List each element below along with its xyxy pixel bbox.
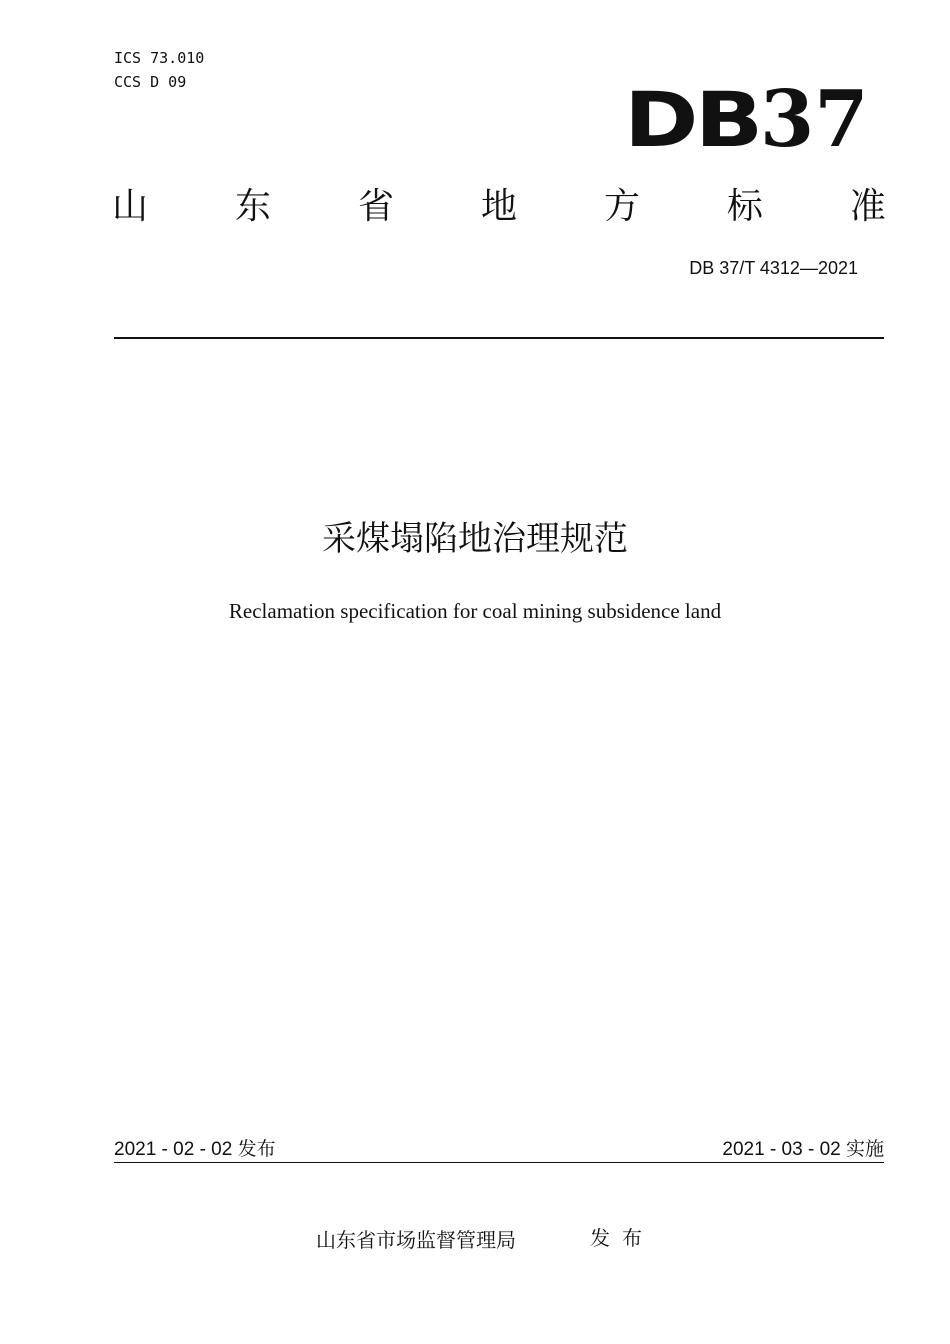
standard-type-char: 方 (603, 186, 640, 227)
publish-date: 2021 - 02 - 02 发布 (114, 1139, 276, 1160)
issue-label: 发布 (590, 1226, 654, 1250)
issuing-authority: 山东省市场监督管理局 (316, 1228, 516, 1252)
db-logo-letters: DB (624, 75, 760, 164)
footer-divider (114, 1162, 884, 1163)
standard-type-char: 山 (112, 186, 149, 227)
standard-type-char: 准 (849, 186, 886, 227)
header-divider (114, 337, 884, 339)
ccs-code: CCS D 09 (114, 73, 187, 91)
standard-type-char: 地 (480, 186, 517, 227)
standard-type-char: 标 (726, 186, 763, 227)
document-title-cn: 采煤塌陷地治理规范 (322, 519, 628, 559)
standard-type-char: 东 (234, 186, 271, 227)
db-logo (624, 74, 869, 165)
standard-number: DB 37/T 4312—2021 (689, 258, 858, 278)
implement-date: 2021 - 03 - 02 实施 (722, 1139, 884, 1160)
document-title-en: Reclamation specification for coal mining subsidence land (228, 599, 722, 623)
standard-type-heading (112, 184, 886, 230)
ics-code: ICS 73.010 (114, 49, 205, 67)
db-logo-number: 37 (760, 74, 869, 165)
standard-type-char: 省 (357, 186, 394, 227)
